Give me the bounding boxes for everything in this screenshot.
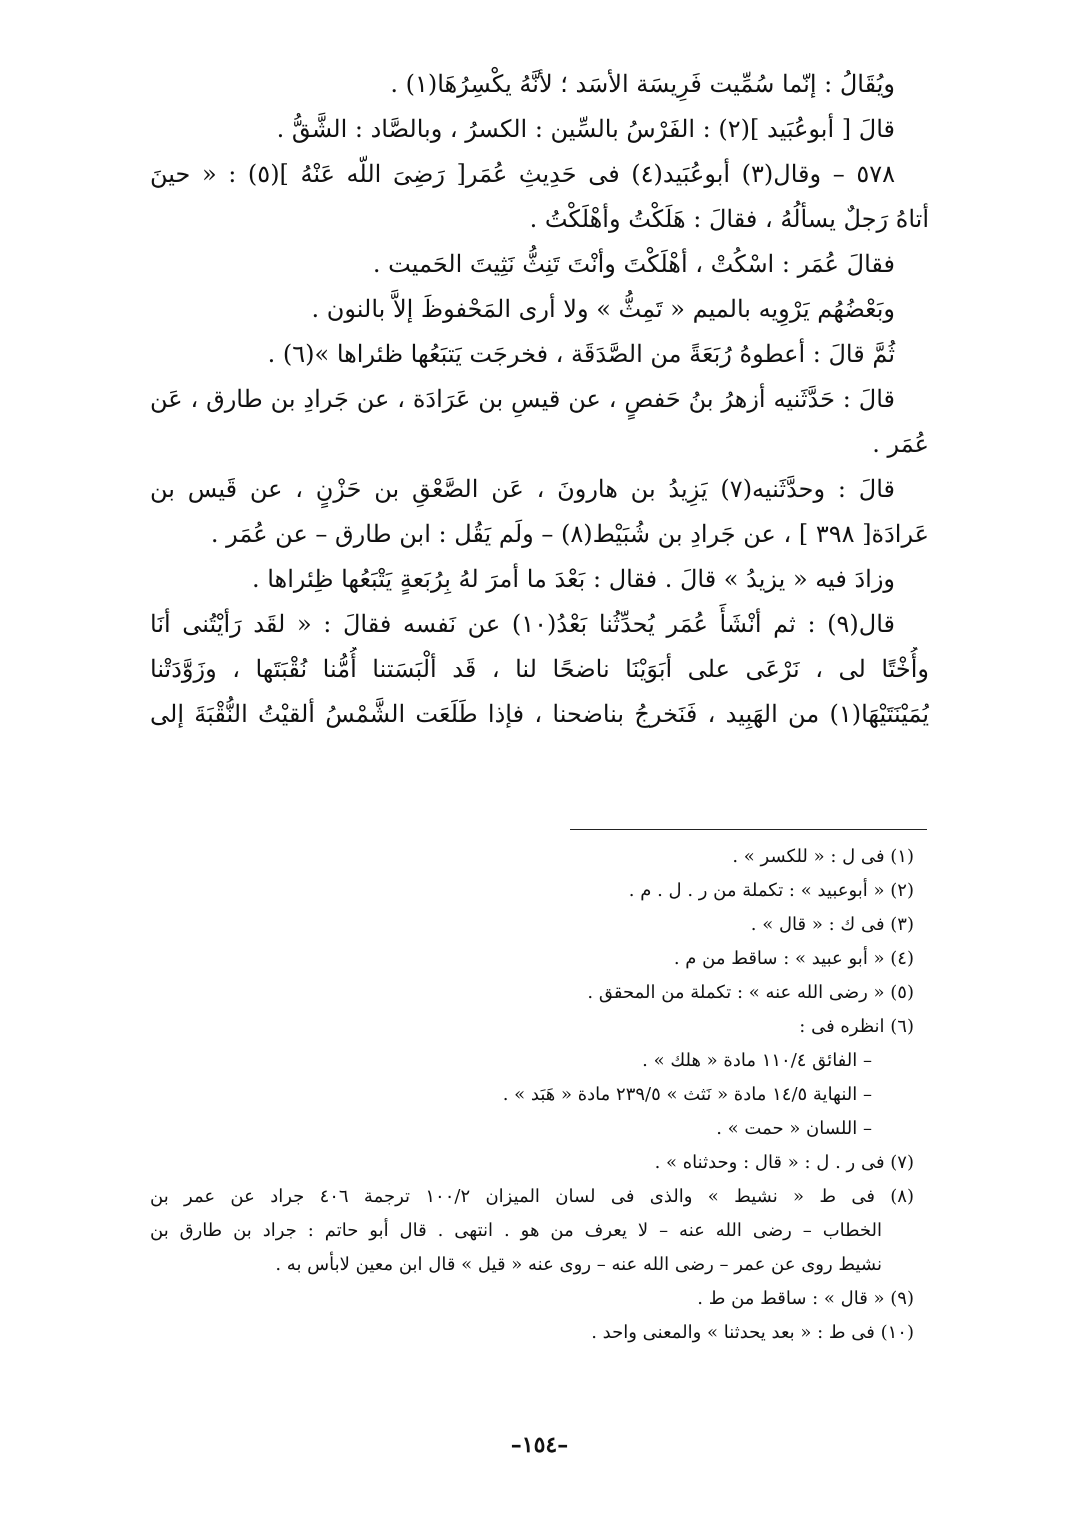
footnote: (٦) انظره فى :: [799, 1016, 914, 1037]
footnote: (٤) « أبو عبيد » : ساقط من م .: [673, 948, 914, 969]
text-line: أتاهُ رَجلٌ يسألُهُ ، فقالَ : هَلَكْتُ وأهْلَكْتُ .: [529, 205, 929, 233]
footnote-subitem: – الفائق ١١٠/٤ مادة « هلك » .: [642, 1050, 872, 1071]
text-line: قالَ : حَدَّثَنيه أزهرُ بنُ حَفصٍ ، عن قيسِ بن عَرَادَة ، عن جَرادِ بن طارق ، عَن: [150, 385, 895, 413]
text-line: عُمَر .: [872, 430, 929, 458]
text-line: وبَعْضُهُم يَرْوِيه بالميم « تَمِثُّ » ولا أرى المَحْفوظَ إلاَّ بالنون .: [311, 295, 895, 323]
footnote: (٩) « قال » : ساقط من ط .: [697, 1288, 914, 1309]
footnote-subitem: – النهاية ١٤/٥ مادة « نَثث » ٢٣٩/٥ مادة « هَبَد » .: [502, 1084, 872, 1105]
text-line: قالَ : وحدَّثَنيه(٧) يَزِيدُ بن هارونَ ، عَن الصَّعْقِ بن حَزْنٍ ، عن قَيس بن: [150, 475, 896, 503]
footnote: (١٠) فى ط : « بعد يحدثنا » والمعنى واحد .: [591, 1322, 914, 1343]
text-line: عَرادَة[ ٣٩٨ ] ، عن جَرادِ بن شُبَيْط(٨) – ولَم يَقُل : ابن طارق – عن عُمَر .: [210, 520, 929, 548]
footnote: (٧) فى ر . ل : « قال : وحدثناه » .: [654, 1152, 914, 1173]
text-line: ٥٧٨ – وقال(٣) أبوعُبَيد(٤) فى حَدِيثِ عُمَر[ رَضِىَ اللّه عَنْهُ ](٥) : « حينَ: [150, 160, 895, 188]
footnote: (٣) فى ك : « قال » .: [750, 914, 914, 935]
page-number: –١٥٤–: [510, 1432, 569, 1458]
footnote: (٨) فى ط « نشيط » والذى فى لسان الميزان ١٠٠/٢ ترجمة ٤٠٦ جراد عن عمر بن: [150, 1186, 914, 1207]
text-line: ويُقَالُ : إنّما سُمِّيت فَرِيسَة الأسَد ؛ لأنَّهُ يكْسِرُهَا(١) .: [390, 70, 895, 98]
footnote-subitem: – اللسان « حمت » .: [716, 1118, 872, 1139]
text-line: ثُمَّ قالَ : أعطوهُ رُبَعَةً من الصَّدَقَة ، فخرجَت يَتبَعُها ظئراها »(٦) .: [267, 340, 895, 368]
footnote: (٥) « رضى الله عنه » : تكملة من المحقق .: [587, 982, 914, 1003]
footnote-divider: [570, 829, 927, 830]
text-line: وأُخْتًا لى ، نَرْعَى على أبَوَيْنَا ناضحًا لنا ، قَد ألْبَسَتنا أُمُّنا نُقْبَتَها ، وزَوَّدَتْنا: [150, 655, 929, 683]
main-text: [150, 62, 929, 737]
text-line: يُمَيْنَتَيْهَا(١) من الهَبِيد ، فَنَخرجُ بناضحنا ، فإذا طَلَعَت الشَّمْسُ ألقيْتُ النُّقْبَةَ إلى: [150, 700, 929, 728]
footnote-continuation: نشيط روى عن عمر – رضى الله عنه – روى عنه « قيل » قال ابن معين لابأس به .: [275, 1254, 882, 1275]
text-line: وزادَ فيه « يزيدُ » قالَ . فقال : بَعْدَ ما أمرَ لهُ بِرُبَعةٍ يَتْبَعُها ظِئراها .: [251, 565, 895, 593]
footnote: (١) فى ل : « للكسر » .: [732, 846, 914, 867]
footnote-continuation: الخطاب – رضى الله عنه – لا يعرف من هو . انتهى . قال أبو حاتم : جراد بن طارق بن: [150, 1220, 882, 1241]
text-line: قال(٩) : ثم أنْشَأَ عُمَر يُحدِّثُنا بَعْدُ(١٠) عن نَفسه فقالَ : « لقَد رَأيْتُنى أنَا: [150, 610, 895, 638]
text-line: قالَ [ أبوعُبَيد ](٢) : الفَرْسُ بالسِّين : الكسرُ ، وبالصَّاد : الشَّقُّ .: [276, 115, 895, 143]
footnote: (٢) « أبوعبيد » : تكملة من ر . ل . م .: [628, 880, 914, 901]
footnotes: [150, 840, 914, 1350]
text-line: فقالَ عُمَر : اسْكُتْ ، أهْلَكْتَ وأنْتَ تَنِثُّ نَثِيتَ الحَميت .: [372, 250, 895, 278]
